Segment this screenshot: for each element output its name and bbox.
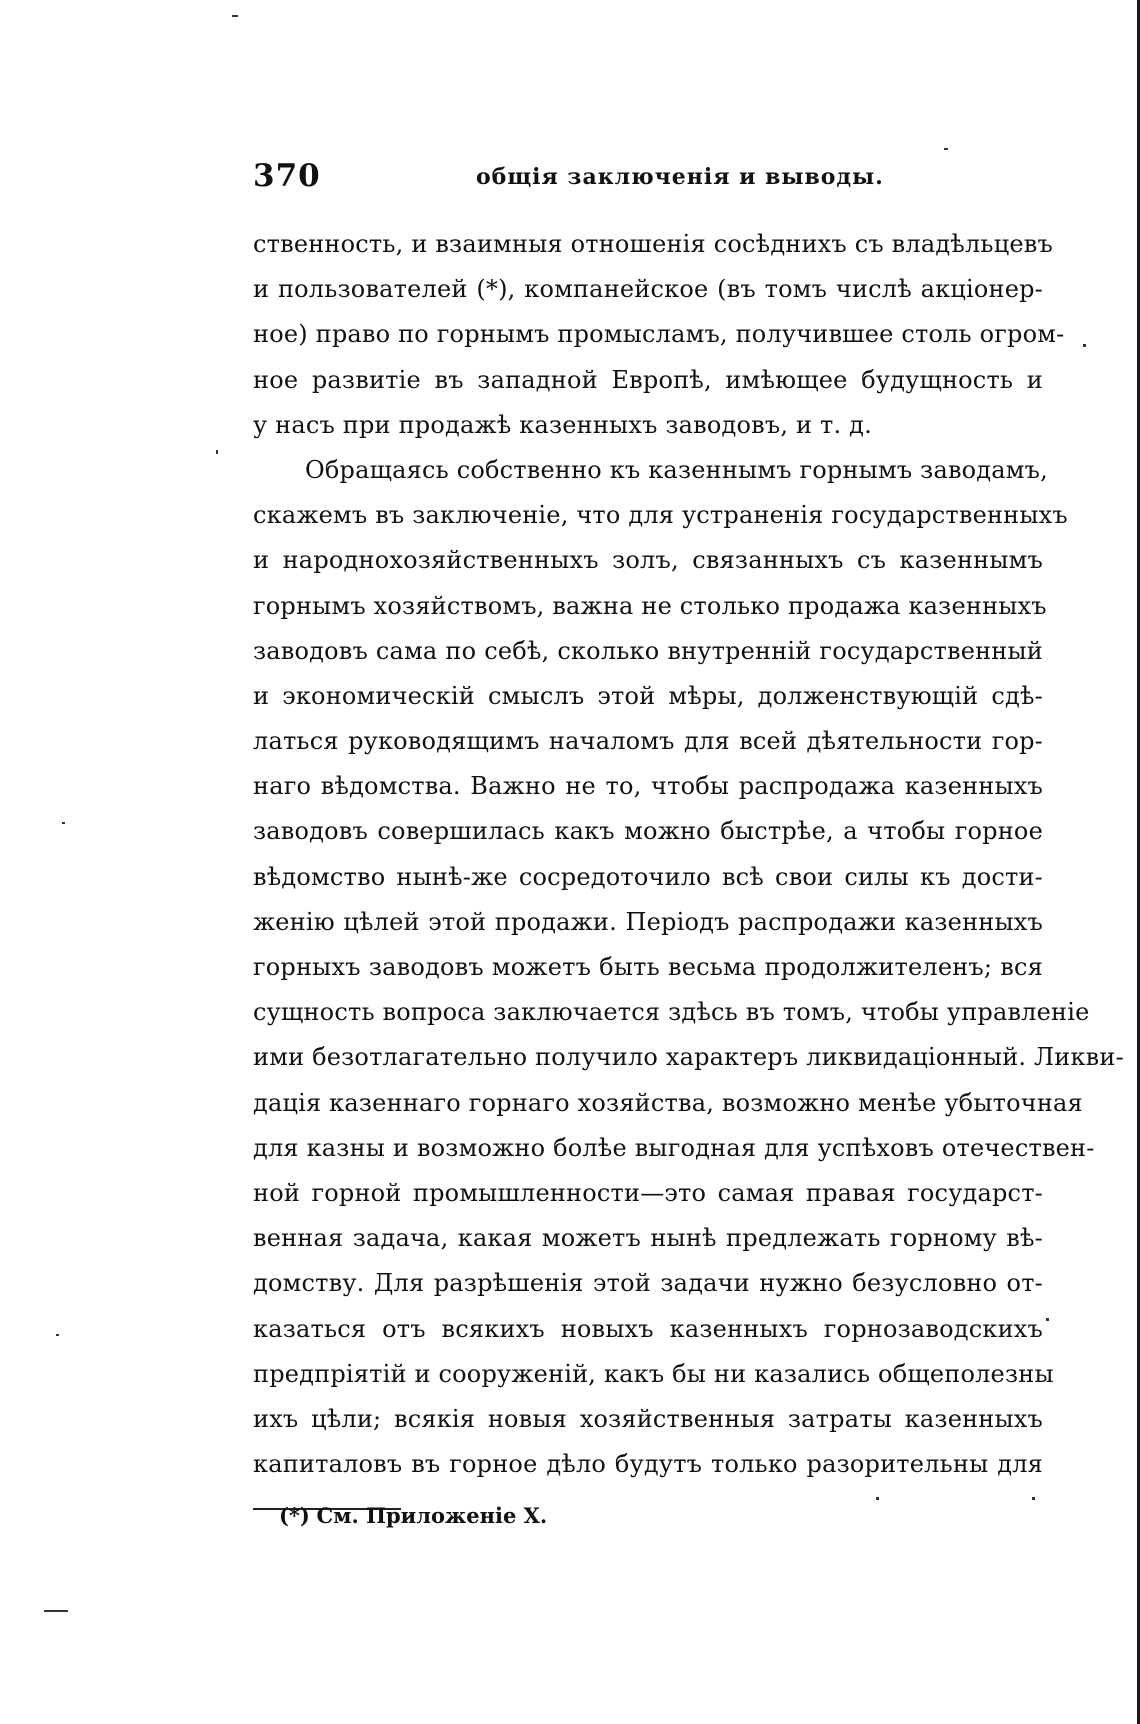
text-line: ное развитіе въ западной Европѣ, имѣющее будущность и [253, 365, 1043, 394]
scan-speck [232, 15, 238, 17]
text-line: и экономическій смыслъ этой мѣры, долженствующій сдѣ- [253, 681, 1043, 710]
text-line: ими безотлагательно получило характеръ ликвидаціонный. Ликви- [253, 1043, 1124, 1072]
text-line: для казны и возможно болѣе выгодная для успѣховъ отечествен- [253, 1133, 1095, 1162]
text-line: заводовъ сама по себѣ, сколько внутренній государственный [253, 636, 1043, 665]
text-line: ственность, и взаимныя отношенія сосѣднихъ съ владѣльцевъ [253, 230, 1053, 258]
paragraph-first-line: Обращаясь собственно къ казеннымъ горнымъ заводамъ, [305, 455, 1048, 484]
text-line: скажемъ въ заключеніе, что для устраненія государственныхъ [253, 501, 1068, 530]
scan-speck [1032, 1497, 1035, 1500]
text-line: ихъ цѣли; всякія новыя хозяйственныя затраты казенныхъ [253, 1404, 1043, 1433]
footnote [279, 1492, 547, 1540]
body-text [253, 222, 1124, 1487]
page-number: 370 [253, 158, 321, 194]
text-line: и пользователей (*), компанейское (въ томъ числѣ акціонер- [253, 275, 1043, 304]
text-line: латься руководящимъ началомъ для всей дѣятельности гор- [253, 727, 1043, 756]
text-line: капиталовъ въ горное дѣло будутъ только разорительны для [253, 1450, 1043, 1479]
text-line: казаться отъ всякихъ новыхъ казенныхъ горнозаводскихъ [253, 1314, 1043, 1343]
text-line: женію цѣлей этой продажи. Періодъ распродажи казенныхъ [253, 907, 1043, 936]
scan-speck [62, 822, 65, 824]
scan-speck [944, 148, 948, 150]
scan-speck [56, 1334, 59, 1336]
text-line: заводовъ совершилась какъ можно быстрѣе, а чтобы горное [253, 817, 1043, 846]
footnote-text: См. Приложеніе X. [316, 1503, 548, 1528]
scan-speck [1046, 1318, 1049, 1321]
text-line: ной горной промышленности—это самая правая государст- [253, 1178, 1043, 1207]
text-line: у насъ при продажѣ казенныхъ заводовъ, и т. д. [253, 410, 872, 439]
text-line: и народнохозяйственныхъ золъ, связанныхъ съ казеннымъ [253, 546, 1043, 575]
text-line: горнымъ хозяйствомъ, важна не столько продажа казенныхъ [253, 591, 1047, 620]
scan-speck [876, 1497, 879, 1500]
text-line: горныхъ заводовъ можетъ быть весьма продолжителенъ; вся [253, 953, 1043, 981]
text-line: сущность вопроса заключается здѣсь въ томъ, чтобы управленіе [253, 998, 1090, 1027]
scan-speck [1083, 344, 1086, 347]
running-head: общія заключенія и выводы. [476, 164, 884, 190]
text-line: предпріятій и сооруженій, какъ бы ни казались общеполезны [253, 1359, 1054, 1388]
text-line: наго вѣдомства. Важно не то, чтобы распродажа казенныхъ [253, 772, 1043, 801]
scan-speck [216, 450, 218, 454]
text-line: дація казеннаго горнаго хозяйства, возможно менѣе убыточная [253, 1088, 1083, 1117]
text-line: вѣдомство нынѣ-же сосредоточило всѣ свои силы къ дости- [253, 862, 1043, 891]
text-line: венная задача, какая можетъ нынѣ предлежать горному вѣ- [253, 1224, 1043, 1253]
text-line: ное) право по горнымъ промысламъ, получившее столь огром- [253, 320, 1065, 349]
page-header [253, 158, 1043, 198]
text-line: домству. Для разрѣшенія этой задачи нужно безусловно от- [253, 1269, 1043, 1298]
footnote-marker: (*) [279, 1503, 310, 1528]
scan-speck [44, 1610, 68, 1612]
